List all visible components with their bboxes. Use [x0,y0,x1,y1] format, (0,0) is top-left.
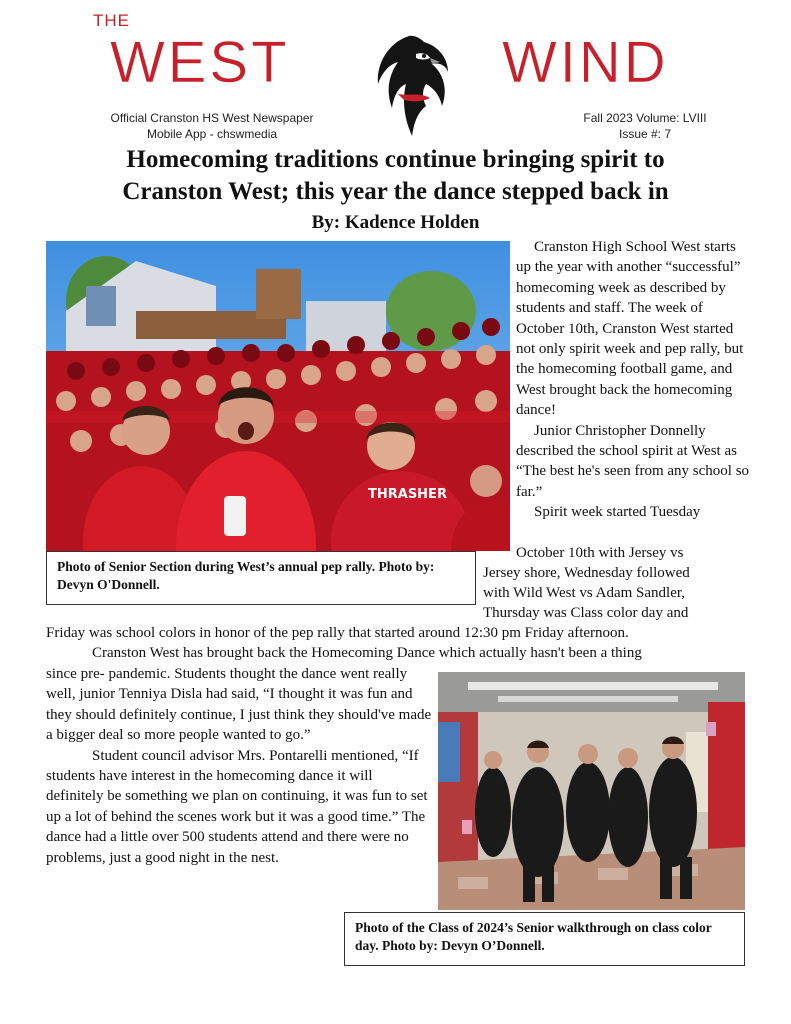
tagline-newspaper: Official Cranston HS West Newspaper [110,111,314,125]
hawk-logo-icon [368,32,450,142]
article-left-column [46,664,432,868]
article-byline: By: Kadence Holden [311,212,480,233]
paragraph-wrap-line-1: Jersey shore, Wednesday followed [483,565,690,581]
headline-line-2: Cranston West; this year the dance stepped back in [122,178,669,205]
photo2-caption: Photo of the Class of 2024’s Senior walkthrough on class color day. Photo by: Devyn O’Donnell. [344,912,745,966]
paragraph-pontarelli-quote: Student council advisor Mrs. Pontarelli mentioned, “If students have interest in the homecoming dance it will definitely be something we plan on continuing, it was fun to set up a lot of behind the scenes work but it was a good time.” The dance had a little over 500 students attend and there were no problems, just a good night in the nest. [46,747,428,866]
thrasher-shirt-text: THRASHER [368,487,447,502]
paragraph-spirit-week-line-2: October 10th with Jersey vs [516,545,684,561]
masthead-wind: WIND [502,30,669,95]
paragraph-full-width-1: Friday was school colors in honor of the pep rally that started around 12:30 pm Friday afternoon. [46,625,629,641]
masthead-west: WEST [110,30,290,95]
tagline-volume: Fall 2023 Volume: LVIII [583,111,707,125]
tagline-app: Mobile App - chswmedia [146,127,278,141]
photo1-caption: Photo of Senior Section during West’s annual pep rally. Photo by: Devyn O'Donnell. [46,551,476,605]
paragraph-intro: Cranston High School West starts up the year with another “successful” homecoming week as described by students and staff. The week of October 10th, Cranston West started not only spirit week and pep rally, but the homecoming football game, and West brought back the homecoming dance! [516,239,744,419]
article-headline [30,144,761,208]
paragraph-disla-quote: since pre- pandemic. Students thought the dance went really well, junior Tenniya Disla had said, “I thought it was fun and they should definitely continue, I just think they should've made a bigger deal so more people wanted to go.” [46,666,432,744]
paragraph-wrap-line-2: with Wild West vs Adam Sandler, [483,585,686,601]
headline-line-1: Homecoming traditions continue bringing spirit to [126,146,665,173]
tagline-issue: Issue #: 7 [618,127,672,141]
paragraph-wrap-line-3: Thursday was Class color day and [483,605,689,621]
senior-walkthrough-illustration [438,672,745,910]
senior-walkthrough-photo [438,672,745,910]
paragraph-spirit-week-start: Spirit week started Tuesday [534,504,701,521]
pep-rally-illustration [46,241,510,551]
paragraph-donnelly: Junior Christopher Donnelly described the school spirit at West as “The best he's seen from any school so far.” [516,422,750,500]
paragraph-full-width-2: Cranston West has brought back the Homecoming Dance which actually hasn't been a thing [92,645,642,661]
pep-rally-photo [46,241,510,551]
masthead-tagline-left [92,110,332,142]
masthead-tagline-right [540,110,750,142]
masthead-the: THE [93,11,130,30]
article-right-column [516,237,751,523]
